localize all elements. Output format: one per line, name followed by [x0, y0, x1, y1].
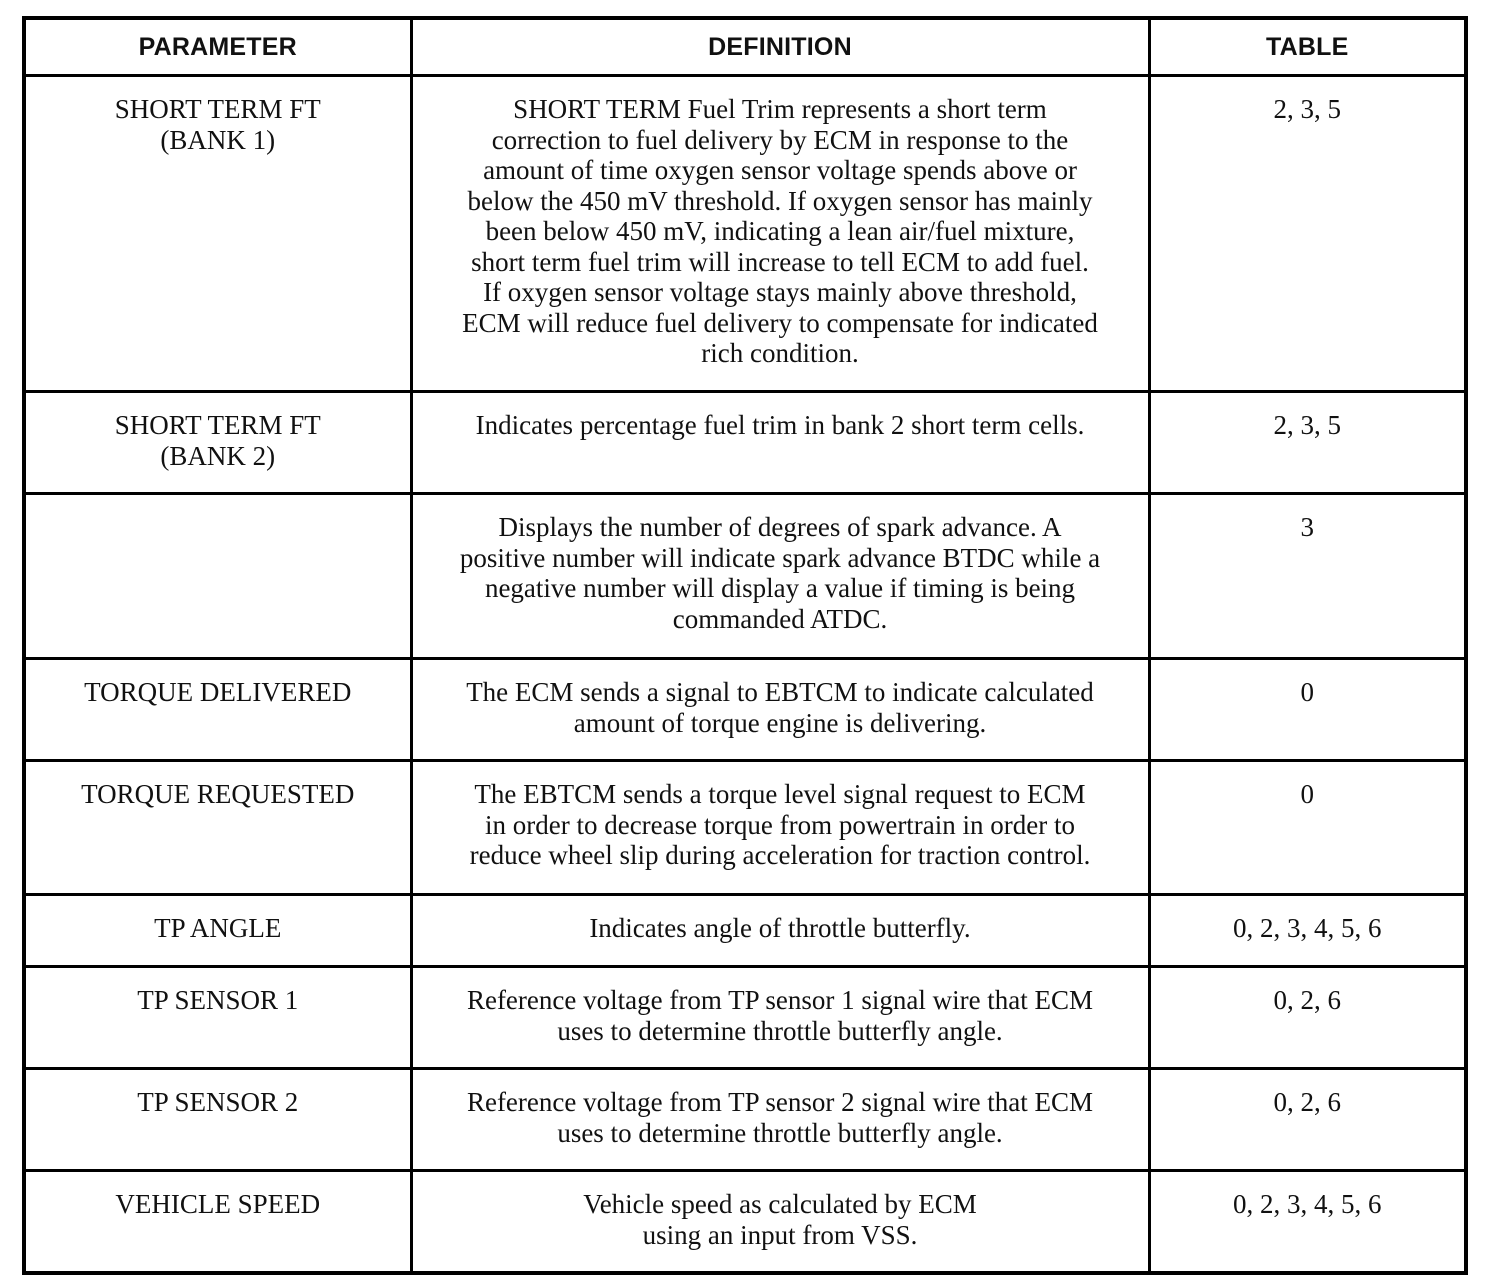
- table-ref-cell: 0, 2, 6: [1149, 967, 1466, 1069]
- parameter-cell: [24, 967, 411, 1069]
- parameter-line: SHORT TERM FT: [114, 94, 321, 124]
- parameter-line: (BANK 2): [160, 440, 276, 471]
- table-ref-cell: 0: [1149, 659, 1466, 761]
- parameter-cell: [24, 494, 411, 659]
- header-definition: DEFINITION: [411, 18, 1149, 76]
- definition-line: rich condition.: [701, 338, 859, 368]
- definition-line: Vehicle speed as calculated by ECM: [583, 1189, 977, 1219]
- definition-line: Indicates angle of throttle butterfly.: [589, 913, 971, 943]
- definition-line: If oxygen sensor voltage stays mainly above threshold,: [483, 277, 1077, 307]
- definition-line: Displays the number of degrees of spark advance. A: [498, 512, 1062, 542]
- definition-cell: [411, 967, 1149, 1069]
- definition-line: commanded ATDC.: [672, 603, 888, 634]
- parameter-cell: [24, 895, 411, 967]
- parameter-line: SHORT TERM FT: [114, 410, 321, 440]
- definition-line: in order to decrease torque from powertrain in order to: [484, 809, 1076, 840]
- definition-line: uses to determine throttle butterfly angle.: [557, 1015, 1003, 1046]
- definition-cell: [411, 76, 1149, 392]
- definition-cell: [411, 1171, 1149, 1273]
- definition-line: correction to fuel delivery by ECM in response to the: [491, 124, 1069, 155]
- definition-line: reduce wheel slip during acceleration for traction control.: [469, 840, 1091, 870]
- definition-line: Indicates percentage fuel trim in bank 2 short term cells.: [475, 410, 1085, 440]
- table-row: [24, 494, 1466, 659]
- definition-line: SHORT TERM Fuel Trim represents a short term: [513, 94, 1047, 124]
- definition-line: Reference voltage from TP sensor 2 signal wire that ECM: [466, 1087, 1094, 1117]
- definition-line: ECM will reduce fuel delivery to compensate for indicated: [462, 307, 1098, 338]
- parameter-cell: [24, 76, 411, 392]
- table-row: [24, 895, 1466, 967]
- definition-line: using an input from VSS.: [642, 1219, 918, 1250]
- parameter-line: TORQUE REQUESTED: [81, 779, 355, 809]
- parameter-line: (BANK 1): [160, 124, 276, 155]
- definition-line: amount of torque engine is delivering.: [573, 707, 987, 738]
- definition-line: short term fuel trim will increase to tell ECM to add fuel.: [471, 246, 1089, 277]
- table-row: [24, 967, 1466, 1069]
- parameter-line: TP SENSOR 1: [137, 985, 299, 1015]
- definition-line: uses to determine throttle butterfly angle.: [557, 1117, 1003, 1148]
- table-row: [24, 761, 1466, 895]
- definition-cell: [411, 659, 1149, 761]
- table-ref-cell: 2, 3, 5: [1149, 392, 1466, 494]
- definition-cell: [411, 1069, 1149, 1171]
- table-row: [24, 1069, 1466, 1171]
- table-row: [24, 76, 1466, 392]
- table-ref-cell: 0, 2, 3, 4, 5, 6: [1149, 1171, 1466, 1273]
- definition-line: been below 450 mV, indicating a lean air/fuel mixture,: [485, 216, 1075, 246]
- table-row: [24, 659, 1466, 761]
- definition-cell: [411, 494, 1149, 659]
- table-ref-cell: 0: [1149, 761, 1466, 895]
- definition-cell: [411, 392, 1149, 494]
- table-row: [24, 1171, 1466, 1273]
- definition-cell: [411, 761, 1149, 895]
- table-body: [24, 76, 1466, 1273]
- parameter-line: VEHICLE SPEED: [115, 1189, 321, 1219]
- table-row: [24, 392, 1466, 494]
- table-ref-cell: 0, 2, 3, 4, 5, 6: [1149, 895, 1466, 967]
- definition-line: Reference voltage from TP sensor 1 signal wire that ECM: [466, 985, 1094, 1015]
- table-ref-cell: 3: [1149, 494, 1466, 659]
- definition-line: The EBTCM sends a torque level signal request to ECM: [474, 779, 1086, 809]
- parameter-line: TP ANGLE: [154, 913, 282, 943]
- definition-line: below the 450 mV threshold. If oxygen sensor has mainly: [467, 185, 1093, 216]
- definition-line: negative number will display a value if timing is being: [484, 573, 1076, 603]
- parameter-line: TP SENSOR 2: [137, 1087, 299, 1117]
- definition-line: positive number will indicate spark advance BTDC while a: [459, 542, 1101, 573]
- definition-cell: [411, 895, 1149, 967]
- header-row: [24, 18, 1466, 76]
- parameter-table: [22, 16, 1468, 1275]
- parameter-cell: [24, 1171, 411, 1273]
- definition-line: The ECM sends a signal to EBTCM to indicate calculated: [466, 677, 1094, 707]
- parameter-cell: [24, 392, 411, 494]
- table-ref-cell: 0, 2, 6: [1149, 1069, 1466, 1171]
- parameter-cell: [24, 1069, 411, 1171]
- definition-line: amount of time oxygen sensor voltage spends above or: [483, 155, 1077, 185]
- table-ref-cell: 2, 3, 5: [1149, 76, 1466, 392]
- parameter-cell: [24, 659, 411, 761]
- parameter-line: TORQUE DELIVERED: [84, 677, 352, 707]
- parameter-cell: [24, 761, 411, 895]
- header-table: TABLE: [1149, 18, 1466, 76]
- header-parameter: PARAMETER: [24, 18, 411, 76]
